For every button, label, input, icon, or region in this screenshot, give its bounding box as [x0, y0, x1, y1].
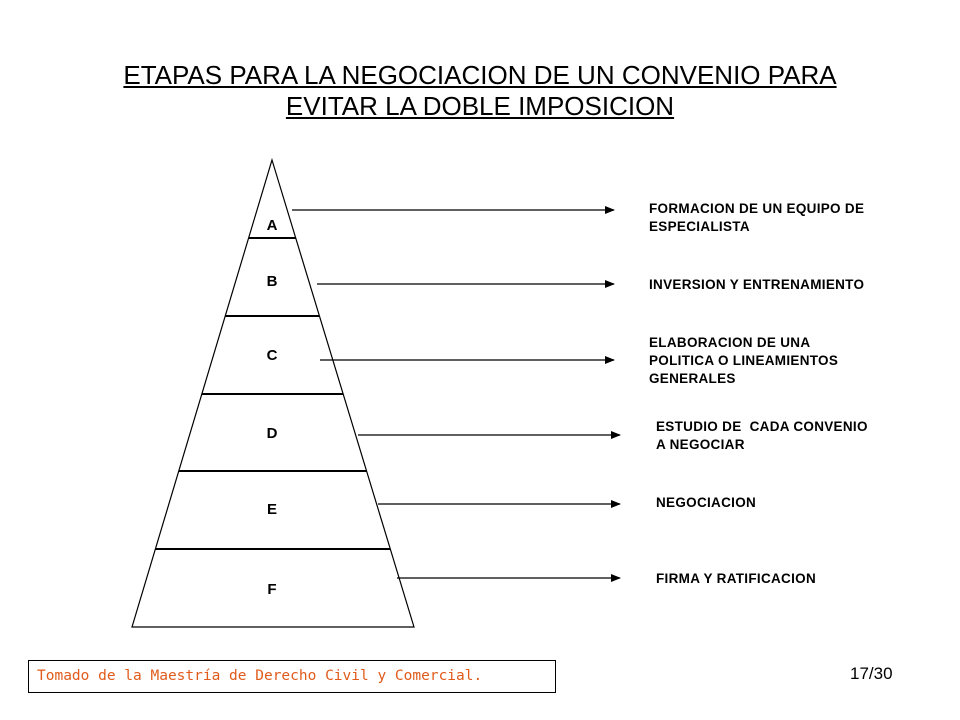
pyramid-level-b: B [266, 272, 278, 290]
stage-label-e [656, 494, 756, 512]
stage-label-line: ELABORACION DE UNA [649, 335, 811, 350]
pyramid-level-e: E [266, 500, 278, 518]
pyramid [132, 160, 414, 627]
stage-label-line: INVERSION Y ENTRENAMIENTO [649, 277, 865, 292]
title-line-2: EVITAR LA DOBLE IMPOSICION [285, 91, 675, 121]
stage-label-a [649, 200, 864, 236]
stage-label-line: FORMACION DE UN EQUIPO DE [649, 201, 865, 216]
stage-label-line: ESTUDIO DE CADA CONVENIO [656, 419, 868, 434]
pyramid-level-a: A [266, 216, 278, 234]
stage-label-line: FIRMA Y RATIFICACION [656, 571, 816, 586]
page-number: 17/30 [850, 664, 893, 683]
stage-label-line: POLITICA O LINEAMIENTOS [649, 353, 839, 368]
stage-label-line: ESPECIALISTA [649, 219, 750, 234]
stage-label-line: NEGOCIACION [656, 495, 757, 510]
pyramid-level-c: C [266, 346, 278, 364]
stage-label-c [649, 334, 838, 388]
title-line-1: ETAPAS PARA LA NEGOCIACION DE UN CONVENIO PARA [123, 60, 837, 90]
stage-label-d [656, 418, 868, 454]
pyramid-level-f: F [267, 580, 277, 598]
stage-label-line: GENERALES [649, 371, 736, 386]
stage-label-f [656, 570, 816, 588]
stage-label-b [649, 276, 864, 294]
stage-label-line: A NEGOCIAR [656, 437, 745, 452]
pyramid-level-d: D [266, 424, 278, 442]
source-footnote: Tomado de la Maestría de Derecho Civil y Comercial. [28, 660, 556, 693]
